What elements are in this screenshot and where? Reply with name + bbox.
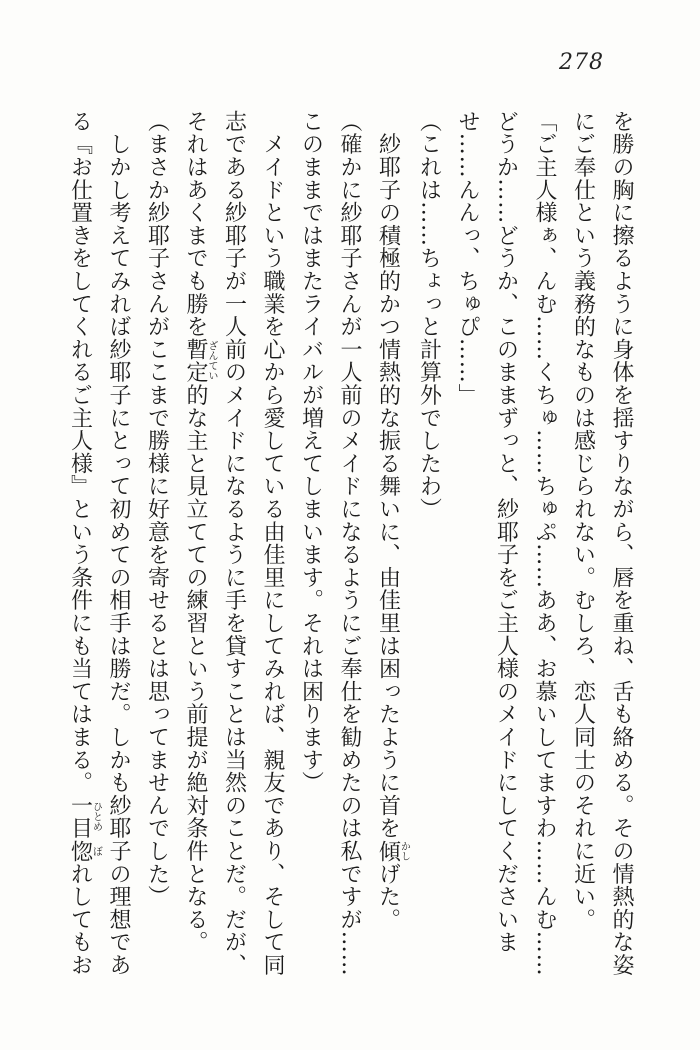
furigana: ぼ	[90, 839, 102, 863]
text-block	[62, 110, 640, 978]
ruby-annotated-text: 暫定ざんてい	[183, 338, 217, 384]
paragraph: （まさか紗耶子さんがここまで勝様に好意を寄せるとは思ってませんでした）	[144, 110, 170, 908]
ruby-annotated-text: 一目ひとめ	[67, 794, 102, 840]
ruby-annotated-text: 傾かし	[375, 839, 410, 863]
furigana: ざんてい	[206, 338, 217, 384]
paragraph: （確かに紗耶子さんが一人前のメイドになるようにご奉仕を勧めたのは私ですが……このままではまたライバルが増えてしまいます。それは困ります）	[298, 110, 362, 977]
paragraph: 紗耶子の積極的かつ情熱的な振る舞いに、由佳里は困ったように首を傾かしげた。	[375, 110, 410, 931]
paragraph: を勝の胸に擦るように身体を揺すりながら、唇を重ね、舌も絡める。その情熱的な姿にご奉仕という義務的なものは感じられない。むしろ、恋人同士のそれに近い。	[570, 110, 634, 977]
paragraph: メイドという職業を心から愛している由佳里にしてみれば、親友であり、そして同志である紗耶子が一人前のメイドになるように手を貸すことは当然のことだ。だが、それはあくまでも勝を暫定ざんてい的な主と見立てての練習という前提が絶対条件となる。	[183, 110, 285, 977]
furigana: かし	[398, 839, 410, 863]
paragraph: （これは……ちょっと計算外でしたわ）	[416, 110, 442, 521]
paragraph: 「ご主人様ぁ、んむ……くちゅ……ちゅぷ……ああ、お慕いしてますわ……んむ……どうか……どうか、このままずっと、紗耶子をご主人様のメイドにしてくださいませ……んんっ、ちゅぴ……」	[455, 110, 557, 977]
paragraph: しかし考えてみれば紗耶子にとって初めての相手は勝だ。しかも紗耶子の理想である『お仕置きをしてくれるご主人様』という条件にも当てはまる。一目ひとめ惚ぼれしてもお	[67, 110, 131, 977]
ruby-annotated-text: 惚ぼ	[67, 839, 102, 863]
furigana: ひとめ	[90, 794, 102, 840]
page-number: 278	[559, 50, 604, 75]
